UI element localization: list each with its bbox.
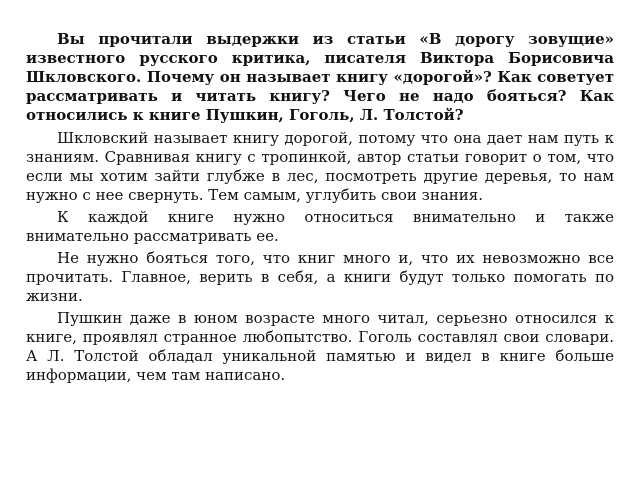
- answer-paragraph-not-afraid: Не нужно бояться того, что книг много и, что их невозможно все прочитать. Главное, верить в себя, а книги будут только помогать по жизни.: [26, 249, 614, 305]
- answer-paragraph-why-road: Шкловский называет книгу дорогой, потому что она дает нам путь к знаниям. Сравнивая книгу с тропинкой, автор статьи говорит о том, что если мы хотим зайти глубже в лес, посмотреть другие деревья, то нам нужно с нее свернуть. Тем самым, углубить свои знания.: [26, 129, 614, 204]
- answer-paragraph-writers: Пушкин даже в юном возрасте много читал, серьезно относился к книге, проявлял странное любопытство. Гоголь составлял свои словари. А Л. Толстой обладал уникальной памятью и видел в книге больше информации, чем там написано.: [26, 309, 614, 384]
- answer-paragraph-how-to-read: К каждой книге нужно относиться внимательно и также внимательно рассматривать ее.: [26, 208, 614, 245]
- document-page: [26, 30, 614, 388]
- question-paragraph: Вы прочитали выдержки из статьи «В дорогу зовущие» известного русского критика, писателя Виктора Борисовича Шкловского. Почему он называет книгу «дорогой»? Как советует рассматривать и читать книгу? Чего не надо бояться? Как относились к книге Пушкин, Гоголь, Л. Толстой?: [26, 30, 614, 124]
